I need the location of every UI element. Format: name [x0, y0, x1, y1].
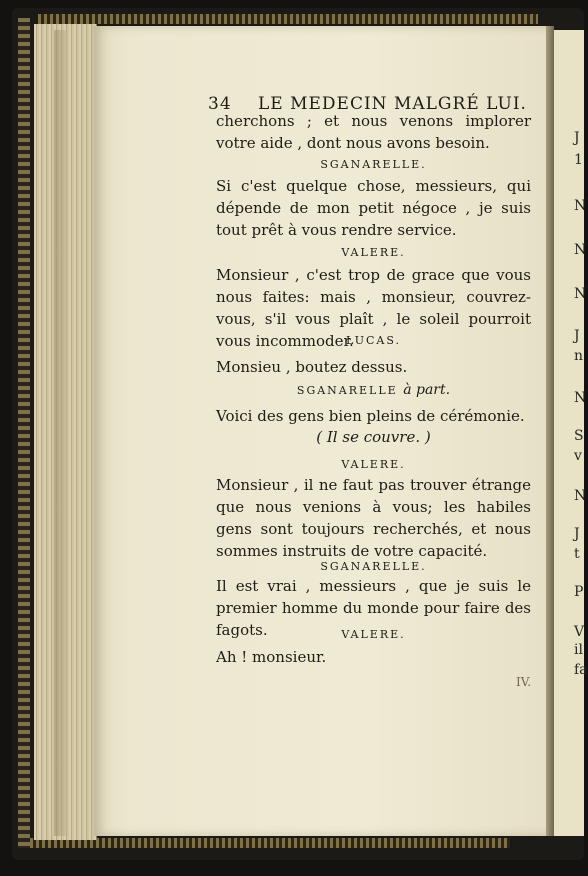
dialogue-line: cherchons ; et nous venons implorer votre aide , dont nous avons besoin. — [216, 112, 531, 152]
speaker-name: VALERE. — [341, 246, 406, 259]
facing-page-fragment: n — [574, 348, 584, 364]
dialogue-line: Si c'est quelque chose, messieurs, qui dépende de mon petit négoce , je suis tout prêt à vous rendre service. — [216, 177, 531, 239]
stage-direction: ( Il se couvre. ) — [316, 428, 431, 446]
dialogue-line: Monsieur , c'est trop de grace que vous nous faites: mais , monsieur, couvrez-vous, s'il vous plaît , le soleil pourroit vous incommoder. — [216, 266, 531, 350]
speaker-name: VALERE. — [341, 458, 406, 471]
speaker-name: SGANARELLE. — [320, 158, 427, 171]
page-edge-shadow — [54, 30, 68, 836]
facing-page-fragment: V — [574, 624, 585, 640]
facing-page-fragment: N — [574, 390, 587, 406]
facing-page-fragment: J — [574, 526, 580, 542]
dialogue-line: Voici des gens bien pleins de cérémonie. — [216, 407, 525, 425]
facing-page-fragment: J — [574, 328, 580, 344]
speaker-name: LUCAS. — [346, 334, 401, 347]
signature-mark: IV. — [516, 675, 532, 689]
speaker-name: VALERE. — [341, 628, 406, 641]
stage-direction: à part. — [403, 382, 451, 398]
facing-page — [554, 30, 588, 836]
speaker-name: SGANARELLE — [296, 384, 398, 397]
dialogue-line: Ah ! monsieur. — [216, 648, 327, 666]
facing-page-fragment: J — [574, 130, 580, 146]
page-number: 34 — [208, 94, 232, 114]
facing-page-fragment: P — [574, 584, 584, 600]
speaker-with-direction — [216, 382, 531, 398]
speaker-name: SGANARELLE. — [320, 560, 427, 573]
facing-page-fragment: t — [574, 546, 580, 562]
facing-page-fragment: N — [574, 488, 587, 504]
facing-page-fragment: 1 — [574, 152, 583, 168]
dialogue-line: Monsieu , boutez dessus. — [216, 358, 408, 376]
running-title: LE MEDECIN MALGRÉ LUI. — [258, 94, 527, 114]
dialogue-line: Il est vrai , messieurs , que je suis le premier homme du monde pour faire des fagots. — [216, 577, 531, 639]
facing-page-fragment: N — [574, 198, 587, 214]
facing-page-fragment: fa — [574, 662, 588, 678]
facing-page-fragment: il — [574, 642, 583, 658]
gilt-border-left — [18, 18, 30, 848]
facing-page-fragment: N — [574, 242, 587, 258]
facing-page-fragment: v — [574, 448, 582, 464]
facing-page-fragment: S — [574, 428, 584, 444]
dialogue-line: Monsieur , il ne faut pas trouver étrange que nous venions à vous; les habiles gens sont toujours recherchés, et nous sommes instruits de votre capacité. — [216, 476, 531, 560]
page-text-area — [120, 0, 550, 876]
facing-page-fragment: N — [574, 286, 587, 302]
